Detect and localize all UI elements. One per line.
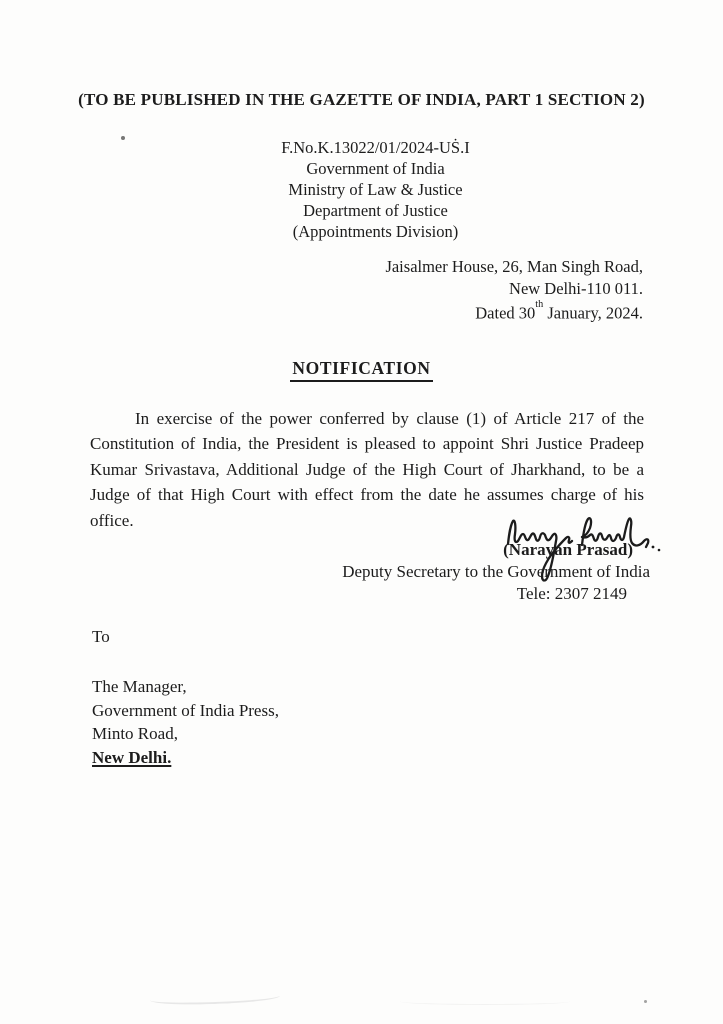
recipient-city-label: New Delhi. [92,747,172,767]
scan-speck [644,1000,647,1003]
date-ordinal-superscript: th [535,299,544,311]
scan-smudge [150,990,280,1007]
signatory-telephone: Tele: 2307 2149 [516,584,627,603]
gazette-publication-header: (TO BE PUBLISHED IN THE GAZETTE OF INDIA, PART 1 SECTION 2) [78,90,645,109]
date-prefix: Dated 30 [475,303,536,323]
letterhead [14,137,723,242]
notification-heading-row [0,358,723,382]
signatory-designation: Deputy Secretary to the Government of India [342,562,650,581]
date-suffix: January, 2024. [543,303,643,323]
office-address-line-1: Jaisalmer House, 26, Man Singh Road, [385,257,643,276]
recipient-line-road: Minto Road, [92,724,178,743]
org-line-division: (Appointments Division) [292,222,459,241]
recipient-line-press: Government of India Press, [92,700,279,720]
org-line-government: Government of India [306,159,445,178]
recipient-address-block [92,675,279,769]
office-address-block [385,256,643,324]
org-line-department: Department of Justice [303,201,448,220]
recipient-line-manager: The Manager, [92,677,187,696]
recipient-salutation: To [92,627,110,646]
notification-heading: NOTIFICATION [290,358,432,382]
file-number: F.No.K.13022/01/2024-UṠ.I [281,138,470,157]
date-line [385,299,643,324]
office-address-line-2: New Delhi-110 011. [509,278,643,298]
org-line-ministry: Ministry of Law & Justice [288,180,463,199]
ink-dot [658,549,661,552]
ink-dot [652,546,655,549]
signatory-name: (Narayan Prasad) [503,540,633,559]
notification-body-paragraph: In exercise of the power conferred by clause (1) of Article 217 of the Constitution of India, the President is pleased to appoint Shri Justice Pradeep Kumar Srivastava, Additional Judge of the High Court of Jharkhand, to be a Judge of that High Court with effect from the date he assumes charge of his office. [90,409,644,530]
recipient-city [92,746,279,770]
scan-smudge [400,998,570,1005]
